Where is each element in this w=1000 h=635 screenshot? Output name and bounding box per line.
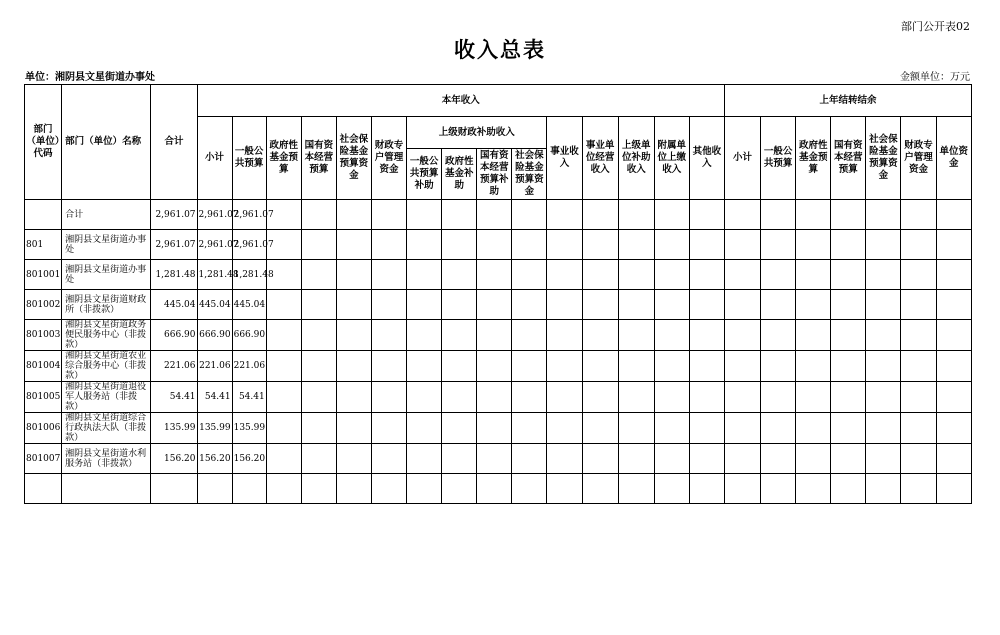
empty-cell [477,382,512,413]
row-name-cell: 湘阴县文星街道办事处 [62,230,151,260]
empty-cell [336,320,371,351]
empty-cell [477,290,512,320]
empty-cell [512,320,547,351]
empty-cell [618,320,654,351]
row-name-cell: 湘阴县文星街道财政所（非拨款） [62,290,151,320]
row-total-cell: 445.04 [151,290,197,320]
empty-cell [654,260,689,290]
header-state-capital: 国有资本经营预算 [301,117,336,200]
empty-cell [582,444,618,474]
table-row [25,320,972,351]
empty-cell [901,474,936,504]
empty-cell [618,474,654,504]
header-dept-code: 部门（单位）代码 [25,85,62,200]
empty-cell [936,444,971,474]
empty-cell [442,413,477,444]
empty-cell [724,474,760,504]
empty-cell [654,230,689,260]
empty-cell [371,474,406,504]
row-subtotal-cell: 666.90 [197,320,232,351]
empty-cell [761,351,796,382]
empty-cell [266,382,301,413]
empty-cell [796,351,831,382]
empty-cell [866,474,901,504]
row-name-cell: 湘阴县文星街道办事处 [62,260,151,290]
row-name-cell: 湘阴县文星街道水利服务站（非拨款） [62,444,151,474]
empty-cell [724,413,760,444]
empty-cell [936,413,971,444]
empty-cell [866,444,901,474]
empty-cell [582,230,618,260]
empty-cell [831,230,866,260]
empty-cell [654,474,689,504]
row-total-cell: 1,281.48 [151,260,197,290]
empty-cell [266,413,301,444]
empty-cell [301,230,336,260]
empty-cell [477,200,512,230]
empty-cell [371,200,406,230]
empty-cell [724,382,760,413]
row-subtotal-cell [197,474,232,504]
empty-cell [547,413,582,444]
empty-cell [547,444,582,474]
empty-cell [654,382,689,413]
empty-cell [866,260,901,290]
row-code-cell: 801004 [25,351,62,382]
empty-cell [371,290,406,320]
empty-cell [866,290,901,320]
empty-cell [618,444,654,474]
empty-cell [761,260,796,290]
empty-cell [266,290,301,320]
empty-cell [618,413,654,444]
empty-cell [689,200,724,230]
row-code-cell: 801002 [25,290,62,320]
empty-cell [689,260,724,290]
empty-cell [901,444,936,474]
empty-cell [831,290,866,320]
empty-cell [477,230,512,260]
header-current-year: 本年收入 [197,85,724,117]
empty-cell [301,351,336,382]
row-general-budget-cell: 2,961.07 [232,200,266,230]
page-title: 收入总表 [454,38,546,62]
empty-cell [477,351,512,382]
empty-cell [866,320,901,351]
empty-cell [831,474,866,504]
empty-cell [724,320,760,351]
row-subtotal-cell: 2,961.07 [197,230,232,260]
table-row [25,200,972,230]
empty-cell [336,200,371,230]
empty-cell [689,290,724,320]
empty-cell [936,290,971,320]
empty-cell [689,474,724,504]
empty-cell [724,444,760,474]
empty-cell [547,474,582,504]
empty-cell [547,230,582,260]
empty-cell [724,200,760,230]
empty-cell [761,290,796,320]
header-upper-general: 一般公共预算补助 [407,149,442,200]
row-general-budget-cell [232,474,266,504]
empty-cell [442,200,477,230]
empty-cell [831,444,866,474]
empty-cell [442,260,477,290]
empty-cell [831,320,866,351]
empty-cell [866,413,901,444]
row-subtotal-cell: 1,281.48 [197,260,232,290]
empty-cell [761,474,796,504]
row-name-cell: 湘阴县文星街道退役军人服务站（非拨款） [62,382,151,413]
empty-cell [689,320,724,351]
row-total-cell: 221.06 [151,351,197,382]
row-total-cell [151,474,197,504]
empty-cell [371,382,406,413]
empty-cell [618,290,654,320]
empty-cell [547,320,582,351]
empty-cell [866,382,901,413]
empty-cell [301,260,336,290]
empty-cell [512,230,547,260]
empty-cell [301,474,336,504]
empty-cell [831,260,866,290]
empty-cell [336,444,371,474]
empty-cell [761,444,796,474]
row-general-budget-cell: 666.90 [232,320,266,351]
table-row [25,230,972,260]
empty-cell [407,290,442,320]
empty-cell [901,200,936,230]
empty-cell [266,474,301,504]
empty-cell [831,382,866,413]
row-code-cell: 801001 [25,260,62,290]
header-upper-gov-fund: 政府性基金补助 [442,149,477,200]
empty-cell [936,382,971,413]
empty-cell [442,230,477,260]
empty-cell [796,230,831,260]
empty-cell [442,351,477,382]
empty-cell [582,382,618,413]
empty-cell [301,413,336,444]
empty-cell [266,444,301,474]
header-total: 合计 [151,85,197,200]
empty-cell [796,413,831,444]
income-summary-table [24,84,972,504]
empty-cell [761,413,796,444]
row-total-cell: 54.41 [151,382,197,413]
header-social-fund: 社会保险基金预算资金 [336,117,371,200]
row-code-cell [25,200,62,230]
empty-cell [724,260,760,290]
table-row [25,382,972,413]
header-dept-name: 部门（单位）名称 [62,85,151,200]
row-subtotal-cell: 54.41 [197,382,232,413]
empty-cell [582,474,618,504]
empty-cell [407,351,442,382]
table-row [25,260,972,290]
empty-cell [761,200,796,230]
empty-cell [761,230,796,260]
empty-cell [761,382,796,413]
empty-cell [547,260,582,290]
empty-cell [689,413,724,444]
table-row [25,474,972,504]
empty-cell [477,413,512,444]
empty-cell [336,260,371,290]
empty-cell [796,382,831,413]
empty-cell [654,200,689,230]
empty-cell [407,230,442,260]
empty-cell [901,290,936,320]
empty-cell [371,320,406,351]
empty-cell [582,320,618,351]
empty-cell [336,382,371,413]
empty-cell [618,260,654,290]
empty-cell [901,230,936,260]
row-general-budget-cell: 2,961.07 [232,230,266,260]
row-total-cell: 135.99 [151,413,197,444]
empty-cell [618,230,654,260]
empty-cell [831,413,866,444]
header-operating-income: 事业单位经营收入 [582,117,618,200]
empty-cell [796,474,831,504]
empty-cell [336,351,371,382]
empty-cell [336,413,371,444]
empty-cell [547,351,582,382]
empty-cell [831,200,866,230]
empty-cell [901,351,936,382]
empty-cell [477,260,512,290]
empty-cell [512,382,547,413]
empty-cell [442,474,477,504]
empty-cell [512,200,547,230]
empty-cell [442,320,477,351]
empty-cell [407,260,442,290]
empty-cell [582,260,618,290]
empty-cell [582,200,618,230]
empty-cell [266,320,301,351]
empty-cell [582,290,618,320]
empty-cell [866,351,901,382]
empty-cell [512,351,547,382]
row-total-cell: 2,961.07 [151,200,197,230]
table-row [25,444,972,474]
header-co-social: 社会保险基金预算资金 [866,117,901,200]
empty-cell [689,230,724,260]
empty-cell [477,474,512,504]
empty-cell [266,351,301,382]
header-upper-social: 社会保险基金预算资金 [512,149,547,200]
empty-cell [301,290,336,320]
empty-cell [936,200,971,230]
empty-cell [371,260,406,290]
row-code-cell [25,474,62,504]
empty-cell [654,413,689,444]
empty-cell [407,444,442,474]
header-carryover: 上年结转结余 [724,85,971,117]
row-code-cell: 801 [25,230,62,260]
empty-cell [336,230,371,260]
row-total-cell: 2,961.07 [151,230,197,260]
money-unit-label: 金额单位：万元 [900,72,970,83]
empty-cell [407,474,442,504]
row-code-cell: 801003 [25,320,62,351]
empty-cell [796,200,831,230]
empty-cell [689,382,724,413]
empty-cell [831,351,866,382]
table-body [25,200,972,504]
empty-cell [407,320,442,351]
empty-cell [512,474,547,504]
empty-cell [407,200,442,230]
empty-cell [796,444,831,474]
empty-cell [724,230,760,260]
header-co-general: 一般公共预算 [761,117,796,200]
empty-cell [654,351,689,382]
empty-cell [582,351,618,382]
header-subtotal: 小计 [197,117,232,200]
empty-cell [901,260,936,290]
row-total-cell: 156.20 [151,444,197,474]
empty-cell [866,200,901,230]
empty-cell [654,290,689,320]
table-row [25,413,972,444]
empty-cell [336,290,371,320]
empty-cell [371,230,406,260]
row-general-budget-cell: 135.99 [232,413,266,444]
header-business-income: 事业收入 [547,117,582,200]
table-row [25,351,972,382]
header-co-state-capital: 国有资本经营预算 [831,117,866,200]
empty-cell [618,351,654,382]
row-name-cell [62,474,151,504]
empty-cell [371,413,406,444]
row-code-cell: 801005 [25,382,62,413]
row-name-cell: 湘阴县文星街道政务便民服务中心（非拨款） [62,320,151,351]
empty-cell [407,413,442,444]
empty-cell [936,474,971,504]
empty-cell [301,320,336,351]
empty-cell [371,444,406,474]
empty-cell [547,200,582,230]
empty-cell [477,320,512,351]
header-other-income: 其他收入 [689,117,724,200]
empty-cell [512,290,547,320]
empty-cell [901,413,936,444]
row-subtotal-cell: 221.06 [197,351,232,382]
table-row [25,290,972,320]
header-co-gov-fund: 政府性基金预算 [796,117,831,200]
header-upper-state-capital: 国有资本经营预算补助 [477,149,512,200]
row-subtotal-cell: 445.04 [197,290,232,320]
empty-cell [442,444,477,474]
empty-cell [936,260,971,290]
empty-cell [936,351,971,382]
row-subtotal-cell: 2,961.07 [197,200,232,230]
empty-cell [901,320,936,351]
empty-cell [901,382,936,413]
empty-cell [547,382,582,413]
empty-cell [442,290,477,320]
empty-cell [761,320,796,351]
empty-cell [689,351,724,382]
header-co-subtotal: 小计 [724,117,760,200]
empty-cell [407,382,442,413]
empty-cell [618,200,654,230]
empty-cell [512,260,547,290]
empty-cell [301,382,336,413]
row-name-cell: 合计 [62,200,151,230]
empty-cell [724,351,760,382]
empty-cell [582,413,618,444]
empty-cell [654,320,689,351]
row-subtotal-cell: 156.20 [197,444,232,474]
empty-cell [796,320,831,351]
empty-cell [512,413,547,444]
empty-cell [547,290,582,320]
empty-cell [936,230,971,260]
empty-cell [796,290,831,320]
header-gov-fund: 政府性基金预算 [266,117,301,200]
header-fiscal-special: 财政专户管理资金 [371,117,406,200]
row-name-cell: 湘阴县文星街道综合行政执法大队（非拨款） [62,413,151,444]
empty-cell [336,474,371,504]
row-code-cell: 801007 [25,444,62,474]
row-code-cell: 801006 [25,413,62,444]
empty-cell [866,230,901,260]
empty-cell [477,444,512,474]
empty-cell [654,444,689,474]
row-general-budget-cell: 54.41 [232,382,266,413]
header-co-unit-fund: 单位资金 [936,117,971,200]
empty-cell [618,382,654,413]
empty-cell [689,444,724,474]
row-name-cell: 湘阴县文星街道农业综合服务中心（非拨款） [62,351,151,382]
header-co-fiscal-special: 财政专户管理资金 [901,117,936,200]
header-affiliated-income: 附属单位上缴收入 [654,117,689,200]
empty-cell [796,260,831,290]
empty-cell [442,382,477,413]
row-total-cell: 666.90 [151,320,197,351]
empty-cell [301,444,336,474]
row-general-budget-cell: 1,281.48 [232,260,266,290]
empty-cell [371,351,406,382]
row-general-budget-cell: 445.04 [232,290,266,320]
row-subtotal-cell: 135.99 [197,413,232,444]
empty-cell [301,200,336,230]
unit-label: 单位：湘阴县文星街道办事处 [25,72,155,83]
row-general-budget-cell: 221.06 [232,351,266,382]
header-general-budget: 一般公共预算 [232,117,266,200]
row-general-budget-cell: 156.20 [232,444,266,474]
form-number: 部门公开表02 [901,20,970,33]
empty-cell [512,444,547,474]
empty-cell [724,290,760,320]
empty-cell [936,320,971,351]
header-upper-subsidy: 上级财政补助收入 [407,117,547,149]
header-upper-unit-subsidy: 上级单位补助收入 [618,117,654,200]
